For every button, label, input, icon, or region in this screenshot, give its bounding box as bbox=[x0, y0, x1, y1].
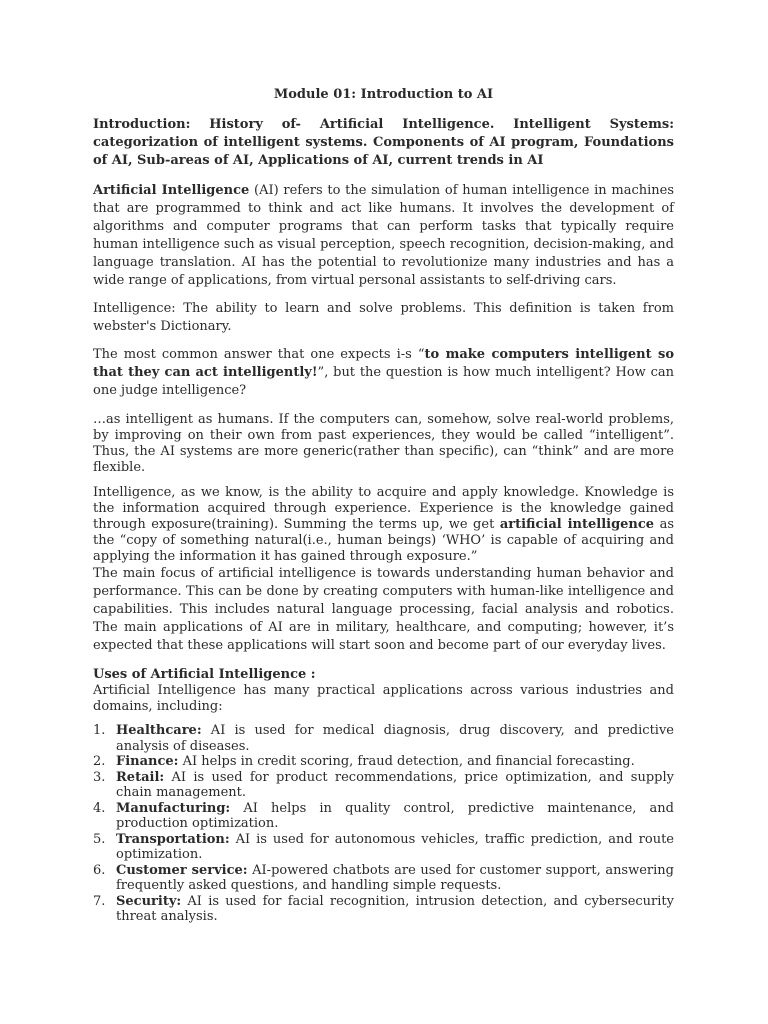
common-answer-bold: to make computers intelligent so that they can act intelligently! bbox=[93, 347, 675, 380]
list-item-number: 1. bbox=[93, 723, 106, 738]
ai-definition-text: (AI) refers to the simulation of human intelligence in machines that are programmed to think and act like humans. It involves the development of algorithms and computer programs that can perform tasks that typically require human intelligence such as visual perception, speech recognition, decision-making, and language translation. AI has the potential to revolutionize many industries and has a wide range of applications, from virtual personal assistants to self-driving cars. bbox=[93, 183, 674, 288]
common-answer-before: The most common answer that one expects i-s “ bbox=[93, 347, 425, 362]
knowledge-bold: artificial intelligence bbox=[499, 517, 655, 532]
uses-intro: Artificial Intelligence has many practical applications across various industries and domains, including: bbox=[93, 683, 674, 714]
uses-list bbox=[93, 723, 674, 925]
as-intelligent-paragraph: …as intelligent as humans. If the computers can, somehow, solve real-world problems, by improving on their own from past experiences, they would be called “intelligent”. Thus, the AI systems are more generic(rather than specific), can “think” and are more flexible. bbox=[93, 412, 674, 475]
list-item-text: AI-powered chatbots are used for customer support, answering frequently asked questions, and handling simple requests. bbox=[116, 862, 674, 893]
knowledge-before: Intelligence, as we know, is the ability to acquire and apply knowledge. Knowledge is the information acquired through experience. Experience is the knowledge gained through exposure(training). Summing the terms up, we get bbox=[93, 485, 674, 532]
list-item-label: Customer service: bbox=[116, 862, 248, 878]
list-item bbox=[93, 832, 674, 863]
intro-paragraph: Introduction: History of- Artificial Intelligence. Intelligent Systems: categorization of intelligent systems. Components of AI program, Foundations of AI, Sub-areas of AI, Applications of AI, current trends in AI bbox=[93, 117, 674, 168]
main-focus-paragraph: The main focus of artificial intelligence is towards understanding human behavior and performance. This can be done by creating computers with human-like intelligence and capabilities. This includes natural language processing, facial analysis and robotics. The main applications of AI are in military, healthcare, and computing; however, it’s expected that these applications will start soon and become part of our everyday lives. bbox=[93, 566, 674, 653]
list-item-number: 6. bbox=[93, 862, 106, 878]
list-item-label: Retail: bbox=[116, 769, 165, 785]
list-item bbox=[93, 801, 674, 832]
document-page bbox=[93, 86, 674, 925]
list-item-number: 5. bbox=[93, 831, 106, 847]
page-title: Module 01: Introduction to AI bbox=[273, 87, 494, 102]
list-item-text: AI is used for medical diagnosis, drug discovery, and predictive analysis of diseases. bbox=[116, 723, 674, 754]
list-item-text: AI is used for autonomous vehicles, traffic prediction, and route optimization. bbox=[116, 831, 674, 862]
list-item-text: AI is used for facial recognition, intrusion detection, and cybersecurity threat analysis. bbox=[116, 893, 674, 924]
ai-term: Artificial Intelligence bbox=[93, 183, 250, 198]
list-item-label: Transportation: bbox=[116, 831, 230, 847]
list-item-text: AI helps in credit scoring, fraud detection, and financial forecasting. bbox=[178, 754, 635, 769]
list-item bbox=[93, 863, 674, 894]
list-item-label: Security: bbox=[116, 893, 182, 909]
list-item bbox=[93, 770, 674, 801]
list-item bbox=[93, 754, 674, 770]
list-item-label: Finance: bbox=[116, 754, 179, 769]
list-item-number: 7. bbox=[93, 893, 106, 909]
list-item-text: AI is used for product recommendations, price optimization, and supply chain management. bbox=[116, 769, 674, 800]
list-item-label: Healthcare: bbox=[116, 723, 202, 738]
list-item-label: Manufacturing: bbox=[116, 800, 231, 816]
list-item bbox=[93, 723, 674, 754]
list-item-number: 3. bbox=[93, 769, 106, 785]
common-answer-after: ”, but the question is how much intelligent? How can one judge intelligence? bbox=[93, 365, 674, 398]
list-item-number: 2. bbox=[93, 754, 106, 769]
list-item-text: AI helps in quality control, predictive maintenance, and production optimization. bbox=[116, 800, 674, 831]
ai-definition-paragraph bbox=[93, 182, 674, 290]
list-item-number: 4. bbox=[93, 800, 106, 816]
knowledge-paragraph bbox=[93, 485, 674, 565]
list-item bbox=[93, 894, 674, 925]
knowledge-after: as the “copy of something natural(i.e., human beings) ‘WHO’ is capable of acquiring and applying the information it has gained through exposure.” bbox=[93, 517, 675, 564]
uses-heading: Uses of Artificial Intelligence : bbox=[93, 667, 316, 682]
intelligence-definition-paragraph: Intelligence: The ability to learn and solve problems. This definition is taken from webster's Dictionary. bbox=[93, 301, 674, 334]
common-answer-paragraph bbox=[93, 346, 674, 400]
